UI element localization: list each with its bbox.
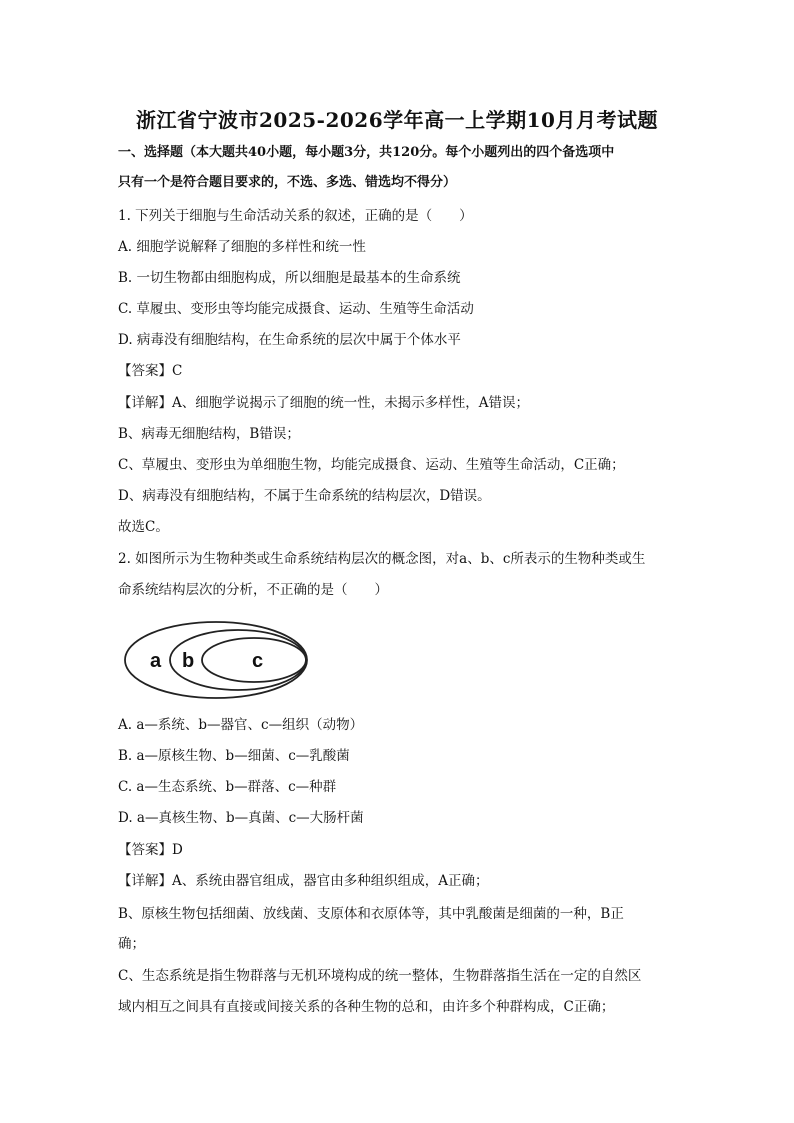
question-2-option-c: C. a—生态系统、b—群落、c—种群 xyxy=(118,779,337,795)
question-1-option-b: B. 一切生物都由细胞构成，所以细胞是最基本的生命系统 xyxy=(118,270,461,286)
question-1-option-a: A. 细胞学说解释了细胞的多样性和统一性 xyxy=(118,239,366,255)
question-2-option-d: D. a—真核生物、b—真菌、c—大肠杆菌 xyxy=(118,810,364,826)
question-2-detail-line: 【详解】A、系统由器官组成，器官由多种组织组成，A正确； xyxy=(118,873,489,889)
question-1-detail-line: C、草履虫、变形虫为单细胞生物，均能完成摄食、运动、生殖等生命活动，C正确； xyxy=(118,457,625,473)
question-2-answer: 【答案】D xyxy=(118,842,183,858)
question-1-option-d: D. 病毒没有细胞结构，在生命系统的层次中属于个体水平 xyxy=(118,332,461,348)
question-1-option-c: C. 草履虫、变形虫等均能完成摄食、运动、生殖等生命活动 xyxy=(118,301,474,317)
nested-ellipse-diagram xyxy=(122,618,312,702)
label-c: c xyxy=(252,650,264,672)
question-2-detail-line: 域内相互之间具有直接或间接关系的各种生物的总和，由许多个种群构成，C正确； xyxy=(118,999,615,1015)
question-2-detail-line: 确； xyxy=(118,936,145,952)
label-b: b xyxy=(182,650,195,672)
page-title: 浙江省宁波市2025-2026学年高一上学期10月月考试题 xyxy=(136,108,658,132)
question-2-detail-line: B、原核生物包括细菌、放线菌、支原体和衣原体等，其中乳酸菌是细菌的一种，B正 xyxy=(118,906,624,922)
question-2-option-b: B. a—原核生物、b—细菌、c—乳酸菌 xyxy=(118,748,350,764)
question-2-option-a: A. a—系统、b—器官、c—组织（动物） xyxy=(118,717,364,733)
question-1-detail-line: D、病毒没有细胞结构，不属于生命系统的结构层次，D错误。 xyxy=(118,488,491,504)
question-1-stem: 1. 下列关于细胞与生命活动关系的叙述，正确的是（ ） xyxy=(118,208,473,224)
label-a: a xyxy=(150,650,162,672)
question-1-answer: 【答案】C xyxy=(118,363,183,379)
question-2-stem-line-2: 命系统结构层次的分析，不正确的是（ ） xyxy=(118,582,388,598)
question-1-conclusion: 故选C。 xyxy=(118,519,169,535)
question-2-detail-line: C、生态系统是指生物群落与无机环境构成的统一整体，生物群落指生活在一定的自然区 xyxy=(118,968,642,984)
section-heading-line-1: 一、选择题（本大题共40小题，每小题3分，共120分。每个小题列出的四个备选项中 xyxy=(118,145,615,160)
section-heading-line-2: 只有一个是符合题目要求的，不选、多选、错选均不得分） xyxy=(118,175,457,190)
question-2-stem-line-1: 2. 如图所示为生物种类或生命系统结构层次的概念图，对a、b、c所表示的生物种类或生 xyxy=(118,551,646,567)
question-1-detail-line: 【详解】A、细胞学说揭示了细胞的统一性，未揭示多样性，A错误； xyxy=(118,395,529,411)
section-heading xyxy=(118,138,678,198)
question-1-detail-line: B、病毒无细胞结构，B错误； xyxy=(118,426,300,442)
